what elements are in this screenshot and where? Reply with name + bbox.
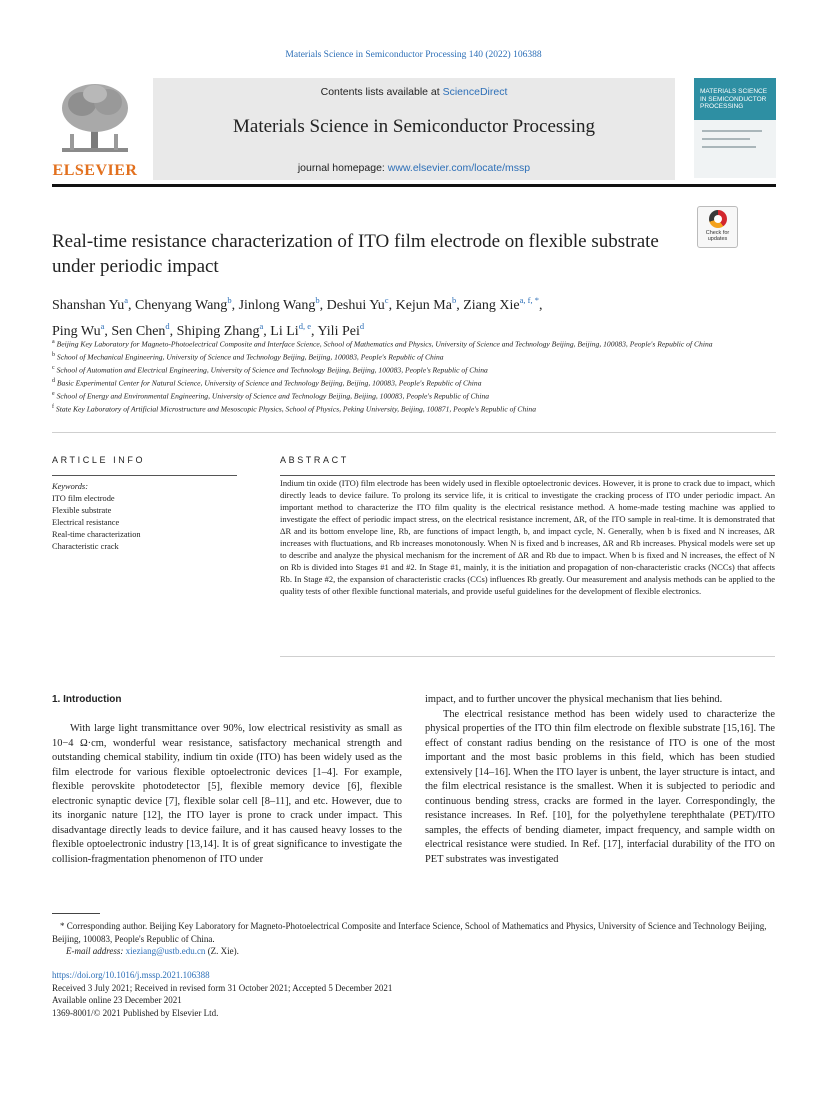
affiliation-marker: d bbox=[52, 378, 55, 385]
author-name[interactable]: Kejun Ma bbox=[395, 298, 452, 313]
author-list: Shanshan Yu$^a$, Chenyang Wang$^b$, Jinlong Wang$^b$, Deshui Yu$^c$, Kejun Ma$^b$, Ziang Xie$^{a, f, *}$, Ping Wu$^a$, Sen Chen$^d$, Shiping Zhang$^a$, Li Li$^{d, e}$, Yili Pei$^d$ bbox=[52, 295, 543, 339]
journal-reference[interactable]: Materials Science in Semiconductor Processing 140 (2022) 106388 bbox=[285, 50, 542, 60]
keyword-item: Flexible substrate bbox=[52, 506, 112, 515]
author-affiliation-marker[interactable]: b bbox=[227, 295, 232, 305]
keyword-item: Real-time characterization bbox=[52, 530, 141, 539]
footnote-rule bbox=[52, 913, 100, 914]
cover-decoration bbox=[702, 138, 750, 140]
available-online: Available online 23 December 2021 bbox=[52, 995, 182, 1005]
article-title: Real-time resistance characterization of ITO film electrode on flexible substrate under periodic impact bbox=[52, 231, 659, 277]
check-updates-line1: Check for bbox=[705, 230, 730, 236]
journal-cover[interactable] bbox=[694, 78, 776, 178]
masthead-banner bbox=[153, 78, 675, 180]
author-name[interactable]: Sen Chen bbox=[111, 324, 166, 339]
affiliation-list bbox=[52, 337, 752, 415]
check-for-updates-button[interactable] bbox=[697, 206, 738, 248]
body-column-right bbox=[425, 693, 775, 867]
author-name[interactable]: Yili Pei bbox=[317, 324, 360, 339]
author-affiliation-marker[interactable]: c bbox=[384, 295, 389, 305]
affiliation-rule bbox=[52, 432, 776, 433]
corresponding-author-note: * Corresponding author. Beijing Key Laboratory for Magneto-Photoelectrical Composite and Interface Science, School of Mathematics and Physics, University of Science and Technology Beijing, Beijing, 100083, People's Republic of China. bbox=[52, 921, 767, 944]
cover-title-line: PROCESSING bbox=[700, 103, 744, 110]
author-affiliation-marker[interactable]: a bbox=[124, 295, 128, 305]
body-paragraph-continuation: impact, and to further uncover the physical mechanism that lies behind. bbox=[425, 694, 723, 705]
corresponding-footnote bbox=[52, 920, 776, 958]
keyword-item: Electrical resistance bbox=[52, 518, 120, 527]
keyword-item: ITO film electrode bbox=[52, 494, 115, 503]
check-updates-label bbox=[698, 230, 737, 242]
affiliation-item bbox=[52, 389, 752, 402]
author-name[interactable]: Jinlong Wang bbox=[238, 298, 316, 313]
cover-title-line: MATERIALS SCIENCE bbox=[700, 88, 768, 95]
elsevier-tree-icon bbox=[58, 82, 132, 156]
cover-decoration bbox=[702, 130, 762, 132]
affiliation-marker: b bbox=[52, 352, 55, 359]
affiliation-text: Basic Experimental Center for Natural Science, University of Science and Technology Beijing, Beijing, 100083, People's Republic of China bbox=[56, 378, 482, 388]
cover-title bbox=[700, 88, 772, 111]
homepage-line bbox=[153, 162, 675, 174]
article-info-rule bbox=[52, 475, 237, 476]
abstract-bottom-rule bbox=[280, 656, 775, 657]
affiliation-text: Beijing Key Laboratory for Magneto-Photoelectrical Composite and Interface Science, School of Mathematics and Physics, University of Science and Technology Beijing, Beijing, 100083, People's Republic of China bbox=[56, 339, 713, 349]
author-name[interactable]: Shanshan Yu bbox=[52, 298, 125, 313]
author-affiliation-marker[interactable]: b bbox=[315, 295, 320, 305]
copyright-line: 1369-8001/© 2021 Published by Elsevier Ltd. bbox=[52, 1007, 219, 1018]
affiliation-item bbox=[52, 376, 752, 389]
author-affiliation-marker[interactable]: a bbox=[259, 321, 264, 331]
publication-info bbox=[52, 969, 652, 1019]
affiliation-marker: c bbox=[52, 365, 55, 372]
sciencedirect-link[interactable]: ScienceDirect bbox=[442, 86, 508, 98]
journal-title: Materials Science in Semiconductor Processing bbox=[233, 116, 595, 137]
elsevier-wordmark: ELSEVIER bbox=[52, 162, 138, 179]
email-suffix: (Z. Xie). bbox=[205, 946, 239, 956]
introduction-heading: 1. Introduction bbox=[52, 694, 122, 705]
homepage-link[interactable]: www.elsevier.com/locate/mssp bbox=[387, 162, 531, 174]
contents-prefix: Contents lists available at bbox=[320, 86, 443, 98]
affiliation-item bbox=[52, 337, 752, 350]
author-affiliation-marker[interactable]: a bbox=[100, 321, 105, 331]
affiliation-marker: e bbox=[52, 391, 55, 398]
affiliation-item bbox=[52, 350, 752, 363]
elsevier-logo[interactable] bbox=[52, 78, 138, 180]
author-name[interactable]: Chenyang Wang bbox=[134, 298, 228, 313]
contents-line bbox=[153, 86, 675, 98]
check-updates-line2: updates bbox=[707, 236, 728, 242]
affiliation-item bbox=[52, 363, 752, 376]
affiliation-item bbox=[52, 402, 752, 415]
body-paragraph: The electrical resistance method has been widely used to characterize the physical properties of the ITO thin film electrode on flexible substrate [15,16]. The effect of constant radius bending on the resistance of ITO is one of the most important and the most basic problems in this field, which has been studied extensively [14–16]. When the ITO layer is unbent, the layer structure is intact, and the film electrical resistance is the smallest. When it is subjected to periodic and continuous bending stress, cracks are formed in the layer. Correspondingly, the resistance increases. In Ref. [10], for the polyethylene terephthalate (PET)/ITO samples, the effects of bending diameter, impact frequency, and sample width on electrical resistance were studied. In Ref. [17], interfacial durability of the ITO on PET substrates was investigated bbox=[425, 708, 775, 865]
masthead bbox=[52, 78, 776, 180]
received-dates: Received 3 July 2021; Received in revised form 31 October 2021; Accepted 5 December 2021 bbox=[52, 982, 393, 993]
author-name[interactable]: Deshui Yu bbox=[326, 298, 385, 313]
email-line bbox=[52, 945, 776, 958]
author-name[interactable]: Shiping Zhang bbox=[176, 324, 260, 339]
affiliation-text: School of Mechanical Engineering, University of Science and Technology Beijing, Beijing, 100083, People's Republic of China bbox=[56, 352, 444, 362]
cover-title-line: IN SEMICONDUCTOR bbox=[700, 95, 767, 103]
author-affiliation-marker[interactable]: d bbox=[165, 321, 170, 331]
affiliation-text: School of Energy and Environmental Engineering, University of Science and Technology Beijing, Beijing, 100083, People's Republic of China bbox=[56, 391, 490, 401]
author-name[interactable]: Li Li bbox=[270, 324, 299, 339]
cover-band bbox=[694, 120, 776, 178]
author-affiliation-marker[interactable]: d bbox=[359, 321, 365, 331]
abstract-rule bbox=[280, 475, 775, 476]
doi-link[interactable]: https://doi.org/10.1016/j.mssp.2021.106388 bbox=[52, 970, 210, 980]
article-info-heading: ARTICLE INFO bbox=[52, 455, 146, 465]
author-name[interactable]: Ziang Xie bbox=[463, 298, 520, 313]
affiliation-marker: a bbox=[52, 339, 55, 345]
keywords-label: Keywords: bbox=[52, 482, 88, 491]
keyword-item: Characteristic crack bbox=[52, 542, 119, 551]
author-affiliation-marker[interactable]: b bbox=[451, 295, 457, 305]
affiliation-text: State Key Laboratory of Artificial Microstructure and Mesoscopic Physics, School of Physics, Peking University, Beijing, 100871, People's Republic of China bbox=[55, 404, 536, 414]
author-name[interactable]: Ping Wu bbox=[52, 324, 101, 339]
body-column-left bbox=[52, 722, 402, 867]
abstract-heading: ABSTRACT bbox=[280, 455, 349, 465]
body-paragraph: With large light transmittance over 90%, low electrical resistivity as small as 10−4 Ω·cm, wonderful wear resistance, satisfactory mechanical strength and outstanding chemical stability, indium tin oxide (ITO) has been widely used as the film electrode for various flexible optoelectronic devices [1–4]. For example, flexible perovskite photodetector [5], flexible memory device [6], flexible electronic synaptic device [7], flexible solar cell [8–11], and etc. However, due to its inorganic nature [12], the ITO layer is prone to crack under impact. This disadvantage directly leads to device failure, and it has caused heavy losses to the flexible optoelectronic industry [13,14]. It is of great significance to investigate the collision-fragmentation phenomenon of ITO under bbox=[52, 723, 402, 865]
header-rule bbox=[52, 184, 776, 187]
affiliation-marker: f bbox=[52, 404, 54, 411]
homepage-prefix: journal homepage: bbox=[297, 162, 388, 174]
abstract-text: Indium tin oxide (ITO) film electrode has been widely used in flexible optoelectronic devices. However, it is prone to crack due to impact, which directly leads to device failure. To prolong its service life, it is critical to investigate the cracking process of ITO under periodic impact. An important method to characterize the ITO film quality is the electrical resistance method. A home-made testing machine was applied to investigate the effect of periodic impact stress, on the electrical resistance increment, ΔR, of the ITO sample in real-time. It is demonstrated that ΔR and its bottom envelope line, Rb, are functions of impact length, b, and impact cycle, N. Generally, when b is fixed and N increases, ΔR increases with fluctuations, and Rb increases monotonously. When N is fixed and b increases, ΔR and Rb increases. Physical models were set up to describe and analyze the physical mechanism for the increment of ΔR and Rb due to impact. When b is fixed and N increases, the effect of N on Rb is divided into Stages #1 and #2. In Stage #1, mainly, it is the initiation and propagation of non-characteristic cracks (NCCs) that affects Rb. In Stage #2, the expansion of characteristic cracks (CCs) influences Rb greatly. Our measurement and analysis methods can be applied to the quality tests of other flexible functional materials, and provide useful guidelines for the development of flexible electronics. bbox=[280, 478, 775, 596]
affiliation-text: School of Automation and Electrical Engineering, University of Science and Technology Beijing, Beijing, 100083, People's Republic of China bbox=[56, 365, 488, 375]
author-affiliation-marker[interactable]: d, e bbox=[298, 321, 311, 331]
check-updates-icon bbox=[709, 210, 727, 228]
email-label: E-mail address: bbox=[66, 946, 126, 956]
cover-decoration bbox=[702, 146, 756, 148]
email-link[interactable]: xieziang@ustb.edu.cn bbox=[125, 946, 206, 956]
author-affiliation-marker[interactable]: a, f, * bbox=[519, 295, 539, 305]
keywords-block bbox=[52, 481, 237, 553]
